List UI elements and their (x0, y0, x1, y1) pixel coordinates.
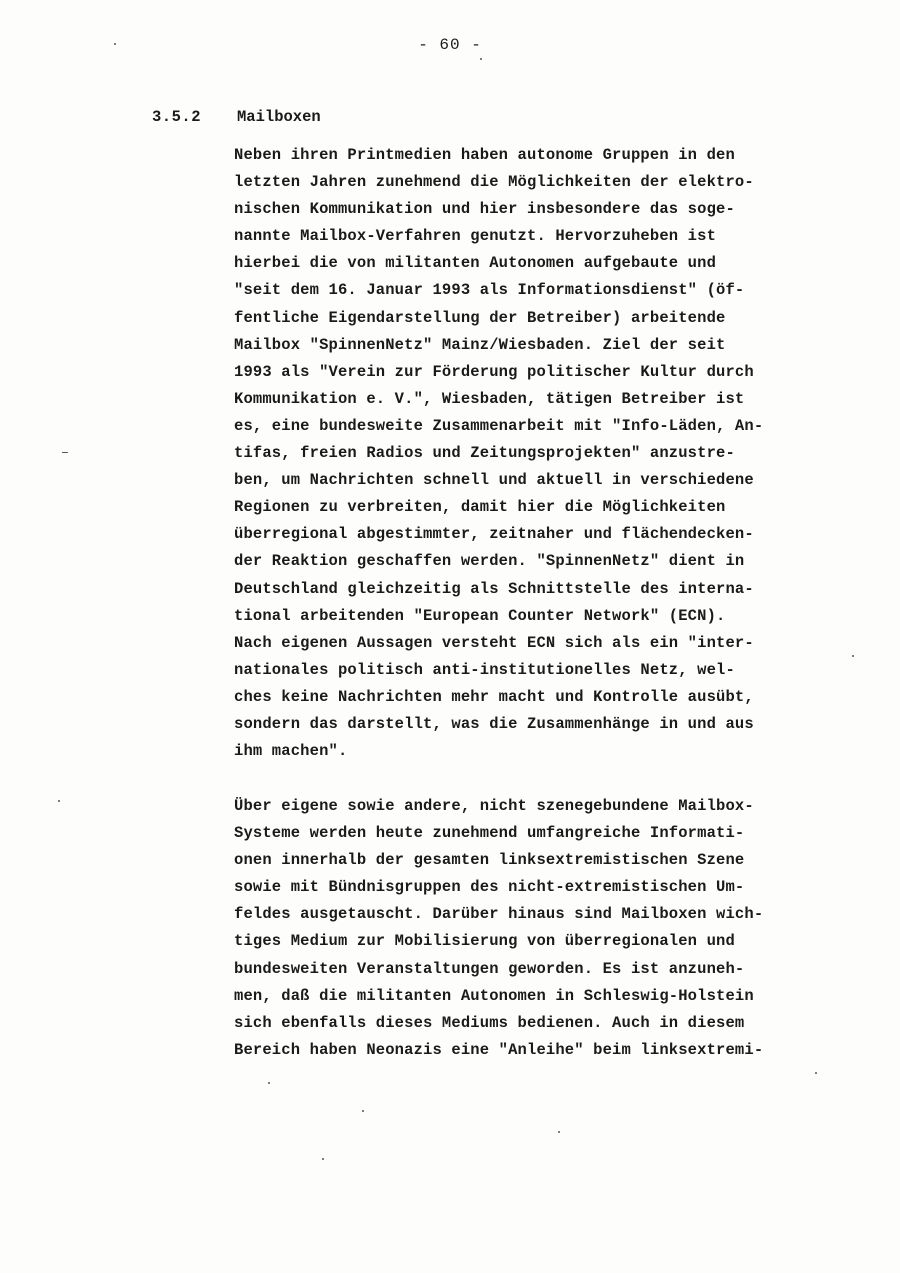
text-line: Systeme werden heute zunehmend umfangreiche Informati- (234, 824, 745, 843)
text-line: 1993 als "Verein zur Förderung politischer Kultur durch (234, 362, 754, 381)
text-line: Bereich haben Neonazis eine "Anleihe" beim linksextremi- (234, 1040, 764, 1059)
text-line: onen innerhalb der gesamten linksextremistischen Szene (234, 851, 745, 870)
scan-speck (322, 1158, 324, 1160)
page-number: - 60 - (418, 36, 482, 54)
scan-speck (62, 452, 68, 453)
text-line: tional arbeitenden "European Counter Network" (ECN). (234, 606, 726, 625)
text-line: "seit dem 16. Januar 1993 als Informationsdienst" (öf- (234, 281, 745, 300)
scan-speck (114, 43, 116, 45)
scan-speck (362, 1110, 364, 1112)
text-line: überregional abgestimmter, zeitnaher und flächendecken- (234, 525, 754, 544)
text-line: ches keine Nachrichten mehr macht und Kontrolle ausübt, (234, 687, 754, 706)
text-line: Nach eigenen Aussagen versteht ECN sich als ein "inter- (234, 633, 754, 652)
text-line: bundesweiten Veranstaltungen geworden. Es ist anzuneh- (234, 959, 745, 978)
text-line: es, eine bundesweite Zusammenarbeit mit "Info-Läden, An- (234, 416, 764, 435)
text-line: tifas, freien Radios und Zeitungsprojekten" anzustre- (234, 444, 735, 463)
text-line: Kommunikation e. V.", Wiesbaden, tätigen Betreiber ist (234, 389, 745, 408)
text-line: sowie mit Bündnisgruppen des nicht-extremistischen Um- (234, 878, 745, 897)
scan-speck (558, 1131, 560, 1133)
scan-speck (480, 58, 482, 60)
text-line: ben, um Nachrichten schnell und aktuell in verschiedene (234, 471, 754, 490)
text-line: men, daß die militanten Autonomen in Schleswig-Holstein (234, 986, 754, 1005)
paragraph-2 (234, 793, 854, 1064)
text-line: hierbei die von militanten Autonomen aufgebaute und (234, 254, 717, 273)
section-number: 3.5.2 (152, 108, 202, 126)
scan-speck (268, 1082, 270, 1084)
text-line: Regionen zu verbreiten, damit hier die Möglichkeiten (234, 498, 726, 517)
scan-speck (852, 655, 854, 657)
text-line: der Reaktion geschaffen werden. "SpinnenNetz" dient in (234, 552, 745, 571)
scan-speck (815, 1072, 817, 1074)
text-line: Über eigene sowie andere, nicht szenegebundene Mailbox- (234, 797, 754, 815)
text-line: Deutschland gleichzeitig als Schnittstelle des interna- (234, 579, 754, 598)
text-line: nischen Kommunikation und hier insbesondere das soge- (234, 200, 735, 219)
text-line: letzten Jahren zunehmend die Möglichkeiten der elektro- (234, 173, 754, 192)
text-line: feldes ausgetauscht. Darüber hinaus sind Mailboxen wich- (234, 905, 764, 924)
text-line: Mailbox "SpinnenNetz" Mainz/Wiesbaden. Ziel der seit (234, 335, 726, 354)
section-title: Mailboxen (237, 108, 321, 126)
paragraph-1 (234, 142, 854, 765)
text-line: sondern das darstellt, was die Zusammenhänge in und aus (234, 714, 754, 733)
text-line: nannte Mailbox-Verfahren genutzt. Hervorzuheben ist (234, 227, 717, 246)
text-line: nationales politisch anti-institutionelles Netz, wel- (234, 660, 735, 679)
scan-speck (58, 800, 60, 802)
text-line: ihm machen". (234, 742, 348, 761)
text-line: sich ebenfalls dieses Mediums bedienen. Auch in diesem (234, 1013, 745, 1032)
text-line: tiges Medium zur Mobilisierung von überregionalen und (234, 932, 735, 951)
text-line: Neben ihren Printmedien haben autonome Gruppen in den (234, 146, 735, 164)
text-line: fentliche Eigendarstellung der Betreiber) arbeitende (234, 308, 726, 327)
